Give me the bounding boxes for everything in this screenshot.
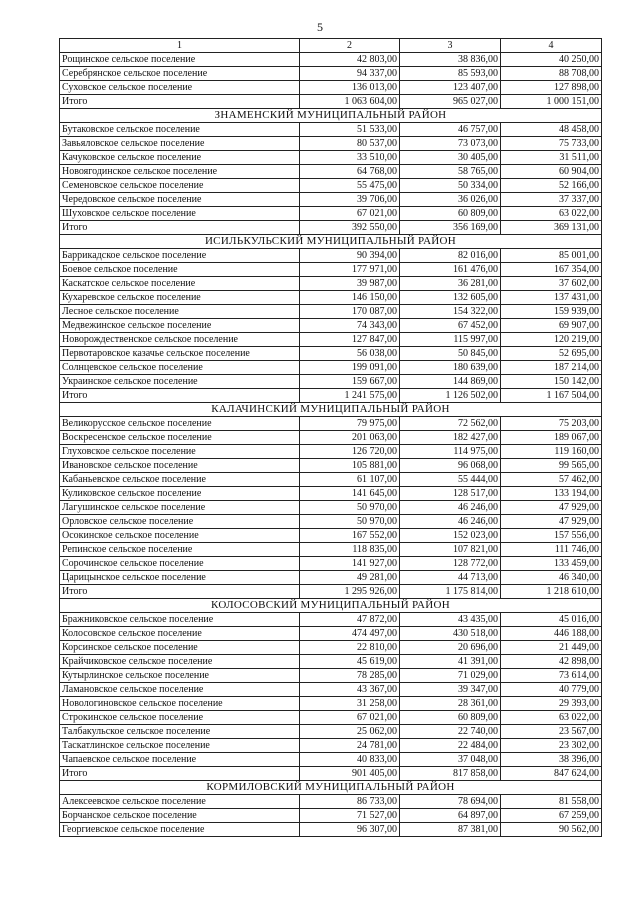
amount-cell-col3: 46 757,00 [400,123,501,137]
table-row [60,137,602,151]
amount-cell-col3: 20 696,00 [400,641,501,655]
header-cell-2: 2 [300,39,400,53]
table-row [60,277,602,291]
amount-cell-col2: 170 087,00 [300,305,400,319]
table-row [60,795,602,809]
table-row [60,459,602,473]
table-row [60,543,602,557]
amount-cell-col3: 58 765,00 [400,165,501,179]
settlement-name-cell: Новологиновское сельское поселение [60,697,300,711]
amount-cell-col2: 127 847,00 [300,333,400,347]
amount-cell-col2: 141 645,00 [300,487,400,501]
settlement-name-cell: Лагушинское сельское поселение [60,501,300,515]
amount-cell-col3: 87 381,00 [400,823,501,837]
amount-cell-col2: 74 343,00 [300,319,400,333]
amount-cell-col3: 43 435,00 [400,613,501,627]
amount-cell-col2: 201 063,00 [300,431,400,445]
amount-cell-col4: 187 214,00 [501,361,602,375]
settlement-name-cell: Глуховское сельское поселение [60,445,300,459]
total-row [60,767,602,781]
amount-cell-col3: 71 029,00 [400,669,501,683]
table-row [60,473,602,487]
amount-cell-col3: 1 126 502,00 [400,389,501,403]
table-row [60,319,602,333]
settlement-name-cell: Корсинское сельское поселение [60,641,300,655]
settlement-name-cell: Репинское сельское поселение [60,543,300,557]
table-row [60,361,602,375]
district-section-row [60,403,602,417]
table-row [60,347,602,361]
settlement-name-cell: Строкинское сельское поселение [60,711,300,725]
table-row [60,291,602,305]
header-row [60,39,602,53]
settlement-name-cell: Бражниковское сельское поселение [60,613,300,627]
amount-cell-col4: 90 562,00 [501,823,602,837]
amount-cell-col2: 392 550,00 [300,221,400,235]
total-row [60,389,602,403]
amount-cell-col4: 45 016,00 [501,613,602,627]
settlement-name-cell: Таскатлинское сельское поселение [60,739,300,753]
amount-cell-col2: 50 970,00 [300,515,400,529]
amount-cell-col3: 22 740,00 [400,725,501,739]
amount-cell-col2: 40 833,00 [300,753,400,767]
settlement-name-cell: Каскатское сельское поселение [60,277,300,291]
amount-cell-col3: 107 821,00 [400,543,501,557]
amount-cell-col2: 43 367,00 [300,683,400,697]
amount-cell-col2: 1 241 575,00 [300,389,400,403]
amount-cell-col3: 182 427,00 [400,431,501,445]
settlement-name-cell: Солнцевское сельское поселение [60,361,300,375]
table-row [60,53,602,67]
amount-cell-col2: 159 667,00 [300,375,400,389]
settlement-name-cell: Осокинское сельское поселение [60,529,300,543]
settlement-name-cell: Великорусское сельское поселение [60,417,300,431]
settlement-name-cell: Боевое сельское поселение [60,263,300,277]
amount-cell-col4: 42 898,00 [501,655,602,669]
amount-cell-col2: 55 475,00 [300,179,400,193]
table-row [60,375,602,389]
settlement-name-cell: Семеновское сельское поселение [60,179,300,193]
amount-cell-col3: 46 246,00 [400,515,501,529]
settlement-name-cell: Итого [60,221,300,235]
table-row [60,683,602,697]
amount-cell-col2: 80 537,00 [300,137,400,151]
amount-cell-col2: 67 021,00 [300,711,400,725]
amount-cell-col4: 1 218 610,00 [501,585,602,599]
amount-cell-col4: 69 907,00 [501,319,602,333]
settlement-name-cell: Суховское сельское поселение [60,81,300,95]
amount-cell-col3: 1 175 814,00 [400,585,501,599]
amount-cell-col3: 67 452,00 [400,319,501,333]
amount-cell-col3: 82 016,00 [400,249,501,263]
total-row [60,221,602,235]
table-row [60,809,602,823]
amount-cell-col3: 60 809,00 [400,711,501,725]
amount-cell-col4: 157 556,00 [501,529,602,543]
settlement-name-cell: Первотаровское казачье сельское поселение [60,347,300,361]
settlement-name-cell: Борчанское сельское поселение [60,809,300,823]
amount-cell-col4: 189 067,00 [501,431,602,445]
settlement-name-cell: Украинское сельское поселение [60,375,300,389]
settlement-name-cell: Чередовское сельское поселение [60,193,300,207]
amount-cell-col3: 28 361,00 [400,697,501,711]
amount-cell-col4: 40 250,00 [501,53,602,67]
amount-cell-col3: 356 169,00 [400,221,501,235]
settlement-name-cell: Георгиевское сельское поселение [60,823,300,837]
amount-cell-col2: 39 987,00 [300,277,400,291]
table-row [60,571,602,585]
amount-cell-col4: 21 449,00 [501,641,602,655]
amount-cell-col3: 72 562,00 [400,417,501,431]
amount-cell-col4: 40 779,00 [501,683,602,697]
amount-cell-col4: 133 194,00 [501,487,602,501]
amount-cell-col4: 137 431,00 [501,291,602,305]
amount-cell-col2: 49 281,00 [300,571,400,585]
settlement-name-cell: Новоягодинское сельское поселение [60,165,300,179]
table-row [60,557,602,571]
settlement-name-cell: Бутаковское сельское поселение [60,123,300,137]
settlement-name-cell: Серебрянское сельское поселение [60,67,300,81]
amount-cell-col3: 55 444,00 [400,473,501,487]
settlement-name-cell: Баррикадское сельское поселение [60,249,300,263]
amount-cell-col4: 67 259,00 [501,809,602,823]
table-row [60,515,602,529]
table-row [60,753,602,767]
settlement-name-cell: Колосовское сельское поселение [60,627,300,641]
amount-cell-col2: 90 394,00 [300,249,400,263]
table-row [60,697,602,711]
amount-cell-col3: 180 639,00 [400,361,501,375]
amount-cell-col2: 51 533,00 [300,123,400,137]
settlement-name-cell: Куликовское сельское поселение [60,487,300,501]
settlement-name-cell: Чапаевское сельское поселение [60,753,300,767]
table-row [60,81,602,95]
amount-cell-col4: 85 001,00 [501,249,602,263]
settlement-name-cell: Кабаньевское сельское поселение [60,473,300,487]
amount-cell-col2: 199 091,00 [300,361,400,375]
total-row [60,585,602,599]
amount-cell-col2: 126 720,00 [300,445,400,459]
amount-cell-col4: 31 511,00 [501,151,602,165]
amount-cell-col2: 474 497,00 [300,627,400,641]
amount-cell-col4: 47 929,00 [501,515,602,529]
amount-cell-col3: 144 869,00 [400,375,501,389]
table-row [60,151,602,165]
settlement-name-cell: Орловское сельское поселение [60,515,300,529]
amount-cell-col3: 36 026,00 [400,193,501,207]
table-row [60,417,602,431]
amount-cell-col3: 39 347,00 [400,683,501,697]
amount-cell-col4: 23 567,00 [501,725,602,739]
amount-cell-col4: 57 462,00 [501,473,602,487]
district-section-row [60,599,602,613]
table-row [60,725,602,739]
amount-cell-col3: 161 476,00 [400,263,501,277]
settlement-name-cell: Лесное сельское поселение [60,305,300,319]
table-row [60,305,602,319]
table-row [60,431,602,445]
amount-cell-col4: 133 459,00 [501,557,602,571]
table-row [60,123,602,137]
amount-cell-col2: 136 013,00 [300,81,400,95]
amount-cell-col4: 52 166,00 [501,179,602,193]
amount-cell-col3: 128 517,00 [400,487,501,501]
amount-cell-col4: 1 000 151,00 [501,95,602,109]
amount-cell-col3: 123 407,00 [400,81,501,95]
table-row [60,263,602,277]
amount-cell-col2: 24 781,00 [300,739,400,753]
table-row [60,613,602,627]
amount-cell-col4: 48 458,00 [501,123,602,137]
amount-cell-col4: 111 746,00 [501,543,602,557]
district-title: ИСИЛЬКУЛЬСКИЙ МУНИЦИПАЛЬНЫЙ РАЙОН [60,235,602,249]
amount-cell-col2: 177 971,00 [300,263,400,277]
district-title: КАЛАЧИНСКИЙ МУНИЦИПАЛЬНЫЙ РАЙОН [60,403,602,417]
table-row [60,165,602,179]
amount-cell-col3: 37 048,00 [400,753,501,767]
settlement-name-cell: Итого [60,585,300,599]
table-body [60,39,602,837]
table-row [60,333,602,347]
amount-cell-col4: 46 340,00 [501,571,602,585]
amount-cell-col4: 81 558,00 [501,795,602,809]
amount-cell-col3: 114 975,00 [400,445,501,459]
amount-cell-col2: 146 150,00 [300,291,400,305]
amount-cell-col2: 1 063 604,00 [300,95,400,109]
amount-cell-col3: 430 518,00 [400,627,501,641]
table-row [60,445,602,459]
amount-cell-col2: 45 619,00 [300,655,400,669]
settlement-name-cell: Итого [60,389,300,403]
amount-cell-col3: 73 073,00 [400,137,501,151]
settlement-name-cell: Кухаревское сельское поселение [60,291,300,305]
amount-cell-col2: 64 768,00 [300,165,400,179]
settlement-name-cell: Царицынское сельское поселение [60,571,300,585]
amount-cell-col2: 78 285,00 [300,669,400,683]
amount-cell-col2: 42 803,00 [300,53,400,67]
amount-cell-col4: 47 929,00 [501,501,602,515]
settlement-name-cell: Рощинское сельское поселение [60,53,300,67]
district-section-row [60,109,602,123]
amount-cell-col4: 1 167 504,00 [501,389,602,403]
table-row [60,249,602,263]
district-title: ЗНАМЕНСКИЙ МУНИЦИПАЛЬНЫЙ РАЙОН [60,109,602,123]
amount-cell-col4: 127 898,00 [501,81,602,95]
amount-cell-col4: 37 602,00 [501,277,602,291]
amount-cell-col3: 78 694,00 [400,795,501,809]
amount-cell-col3: 152 023,00 [400,529,501,543]
table-row [60,67,602,81]
amount-cell-col3: 60 809,00 [400,207,501,221]
amount-cell-col4: 167 354,00 [501,263,602,277]
amount-cell-col3: 85 593,00 [400,67,501,81]
district-title: КОРМИЛОВСКИЙ МУНИЦИПАЛЬНЫЙ РАЙОН [60,781,602,795]
settlement-name-cell: Шуховское сельское поселение [60,207,300,221]
table-row [60,627,602,641]
amount-cell-col4: 446 188,00 [501,627,602,641]
district-section-row [60,781,602,795]
amount-cell-col4: 52 695,00 [501,347,602,361]
amount-cell-col4: 847 624,00 [501,767,602,781]
amount-cell-col2: 22 810,00 [300,641,400,655]
amount-cell-col2: 86 733,00 [300,795,400,809]
table-row [60,711,602,725]
amount-cell-col2: 118 835,00 [300,543,400,557]
amount-cell-col3: 46 246,00 [400,501,501,515]
header-cell-1: 1 [60,39,300,53]
amount-cell-col2: 1 295 926,00 [300,585,400,599]
settlement-name-cell: Сорочинское сельское поселение [60,557,300,571]
settlement-name-cell: Талбакульское сельское поселение [60,725,300,739]
amount-cell-col4: 369 131,00 [501,221,602,235]
amount-cell-col2: 67 021,00 [300,207,400,221]
amount-cell-col2: 167 552,00 [300,529,400,543]
amount-cell-col3: 44 713,00 [400,571,501,585]
amount-cell-col2: 79 975,00 [300,417,400,431]
settlement-name-cell: Алексеевское сельское поселение [60,795,300,809]
amount-cell-col2: 141 927,00 [300,557,400,571]
amount-cell-col3: 96 068,00 [400,459,501,473]
amount-cell-col2: 94 337,00 [300,67,400,81]
settlement-name-cell: Крайчиковское сельское поселение [60,655,300,669]
amount-cell-col4: 88 708,00 [501,67,602,81]
table-row [60,529,602,543]
amount-cell-col4: 60 904,00 [501,165,602,179]
amount-cell-col2: 50 970,00 [300,501,400,515]
amount-cell-col2: 25 062,00 [300,725,400,739]
table-row [60,655,602,669]
amount-cell-col4: 75 203,00 [501,417,602,431]
amount-cell-col4: 150 142,00 [501,375,602,389]
page-number: 5 [317,20,323,34]
table-row [60,501,602,515]
settlement-name-cell: Кутырлинское сельское поселение [60,669,300,683]
amount-cell-col3: 41 391,00 [400,655,501,669]
amount-cell-col3: 36 281,00 [400,277,501,291]
amount-cell-col4: 29 393,00 [501,697,602,711]
amount-cell-col4: 37 337,00 [501,193,602,207]
amount-cell-col3: 50 334,00 [400,179,501,193]
amount-cell-col4: 38 396,00 [501,753,602,767]
amount-cell-col4: 99 565,00 [501,459,602,473]
amount-cell-col2: 33 510,00 [300,151,400,165]
table-row [60,823,602,837]
settlement-name-cell: Воскресенское сельское поселение [60,431,300,445]
amount-cell-col2: 901 405,00 [300,767,400,781]
amount-cell-col2: 47 872,00 [300,613,400,627]
table-row [60,179,602,193]
settlement-name-cell: Ивановское сельское поселение [60,459,300,473]
table-row [60,207,602,221]
amount-cell-col3: 38 836,00 [400,53,501,67]
amount-cell-col4: 63 022,00 [501,207,602,221]
budget-table [59,38,602,837]
amount-cell-col2: 105 881,00 [300,459,400,473]
table-row [60,669,602,683]
amount-cell-col3: 50 845,00 [400,347,501,361]
amount-cell-col3: 115 997,00 [400,333,501,347]
settlement-name-cell: Итого [60,95,300,109]
amount-cell-col4: 73 614,00 [501,669,602,683]
amount-cell-col3: 128 772,00 [400,557,501,571]
amount-cell-col3: 132 605,00 [400,291,501,305]
amount-cell-col3: 64 897,00 [400,809,501,823]
amount-cell-col3: 154 322,00 [400,305,501,319]
settlement-name-cell: Завьяловское сельское поселение [60,137,300,151]
table-row [60,193,602,207]
total-row [60,95,602,109]
settlement-name-cell: Ламановское сельское поселение [60,683,300,697]
amount-cell-col3: 30 405,00 [400,151,501,165]
amount-cell-col2: 61 107,00 [300,473,400,487]
amount-cell-col2: 71 527,00 [300,809,400,823]
amount-cell-col2: 96 307,00 [300,823,400,837]
amount-cell-col3: 22 484,00 [400,739,501,753]
amount-cell-col4: 119 160,00 [501,445,602,459]
amount-cell-col2: 56 038,00 [300,347,400,361]
amount-cell-col4: 63 022,00 [501,711,602,725]
settlement-name-cell: Итого [60,767,300,781]
district-section-row [60,235,602,249]
amount-cell-col4: 159 939,00 [501,305,602,319]
header-cell-4: 4 [501,39,602,53]
amount-cell-col3: 965 027,00 [400,95,501,109]
amount-cell-col2: 31 258,00 [300,697,400,711]
amount-cell-col3: 817 858,00 [400,767,501,781]
amount-cell-col4: 120 219,00 [501,333,602,347]
settlement-name-cell: Медвежинское сельское поселение [60,319,300,333]
amount-cell-col4: 23 302,00 [501,739,602,753]
settlement-name-cell: Качуковское сельское поселение [60,151,300,165]
table-row [60,641,602,655]
settlement-name-cell: Новорождественское сельское поселение [60,333,300,347]
table-row [60,487,602,501]
district-title: КОЛОСОВСКИЙ МУНИЦИПАЛЬНЫЙ РАЙОН [60,599,602,613]
amount-cell-col4: 75 733,00 [501,137,602,151]
header-cell-3: 3 [400,39,501,53]
amount-cell-col2: 39 706,00 [300,193,400,207]
table-row [60,739,602,753]
